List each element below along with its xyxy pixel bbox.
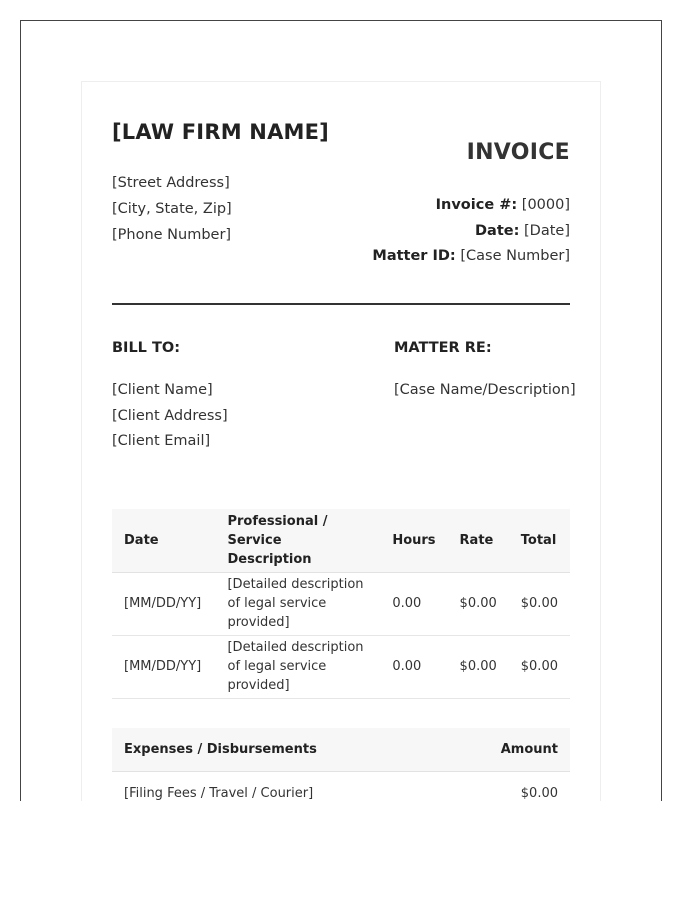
client-address: [Client Address] — [112, 407, 228, 424]
invoice-date — [372, 219, 570, 245]
col-hours: Hours — [380, 509, 447, 572]
matter-re-heading: MATTER RE: — [394, 340, 492, 356]
services-table — [112, 509, 570, 699]
service-total: $0.00 — [509, 635, 570, 698]
bill-to-heading: BILL TO: — [112, 340, 180, 356]
expenses-table — [112, 728, 570, 801]
table-row — [112, 572, 570, 635]
matter-id-label: Matter ID: — [372, 248, 456, 264]
bill-to-details — [112, 378, 228, 455]
invoice-title: INVOICE — [466, 140, 570, 165]
invoice-date-label: Date: — [475, 222, 520, 239]
service-rate: $0.00 — [448, 572, 509, 635]
matter-description: [Case Name/Description] — [394, 382, 576, 398]
service-description: [Detailed description of legal service provided] — [215, 572, 380, 635]
service-total: $0.00 — [509, 572, 570, 635]
expense-amount: $0.00 — [445, 771, 570, 801]
invoice-meta — [372, 193, 570, 270]
service-rate: $0.00 — [448, 635, 509, 698]
services-header-row — [112, 509, 570, 572]
client-name: [Client Name] — [112, 382, 213, 398]
table-row — [112, 635, 570, 698]
service-date: [MM/DD/YY] — [112, 635, 215, 698]
client-email: [Client Email] — [112, 433, 211, 449]
header-divider — [112, 303, 570, 305]
service-description: [Detailed description of legal service provided] — [215, 635, 380, 698]
invoice-number-value: [0000] — [521, 197, 570, 213]
firm-phone: [Phone Number] — [112, 227, 232, 243]
service-hours: 0.00 — [380, 635, 447, 698]
table-row — [112, 771, 570, 801]
page-frame — [20, 20, 662, 801]
service-hours: 0.00 — [380, 572, 447, 635]
firm-name: [LAW FIRM NAME] — [112, 120, 329, 144]
col-expense-amount: Amount — [445, 728, 570, 771]
firm-contact — [112, 170, 232, 248]
matter-id-value: [Case Number] — [460, 248, 570, 264]
col-date: Date — [112, 509, 215, 572]
col-total: Total — [509, 509, 570, 572]
invoice-sheet — [81, 81, 601, 801]
col-expense-item: Expenses / Disbursements — [112, 728, 445, 771]
col-description: Professional / Service Description — [215, 509, 380, 572]
firm-city: [City, State, Zip] — [112, 201, 232, 217]
invoice-date-value: [Date] — [524, 222, 570, 239]
firm-street: [Street Address] — [112, 175, 230, 191]
service-date: [MM/DD/YY] — [112, 572, 215, 635]
col-rate: Rate — [448, 509, 509, 572]
invoice-number-label: Invoice #: — [435, 197, 518, 213]
matter-id — [372, 244, 570, 270]
invoice-number — [372, 193, 570, 219]
expenses-header-row — [112, 728, 570, 771]
expense-item: [Filing Fees / Travel / Courier] — [112, 771, 445, 801]
